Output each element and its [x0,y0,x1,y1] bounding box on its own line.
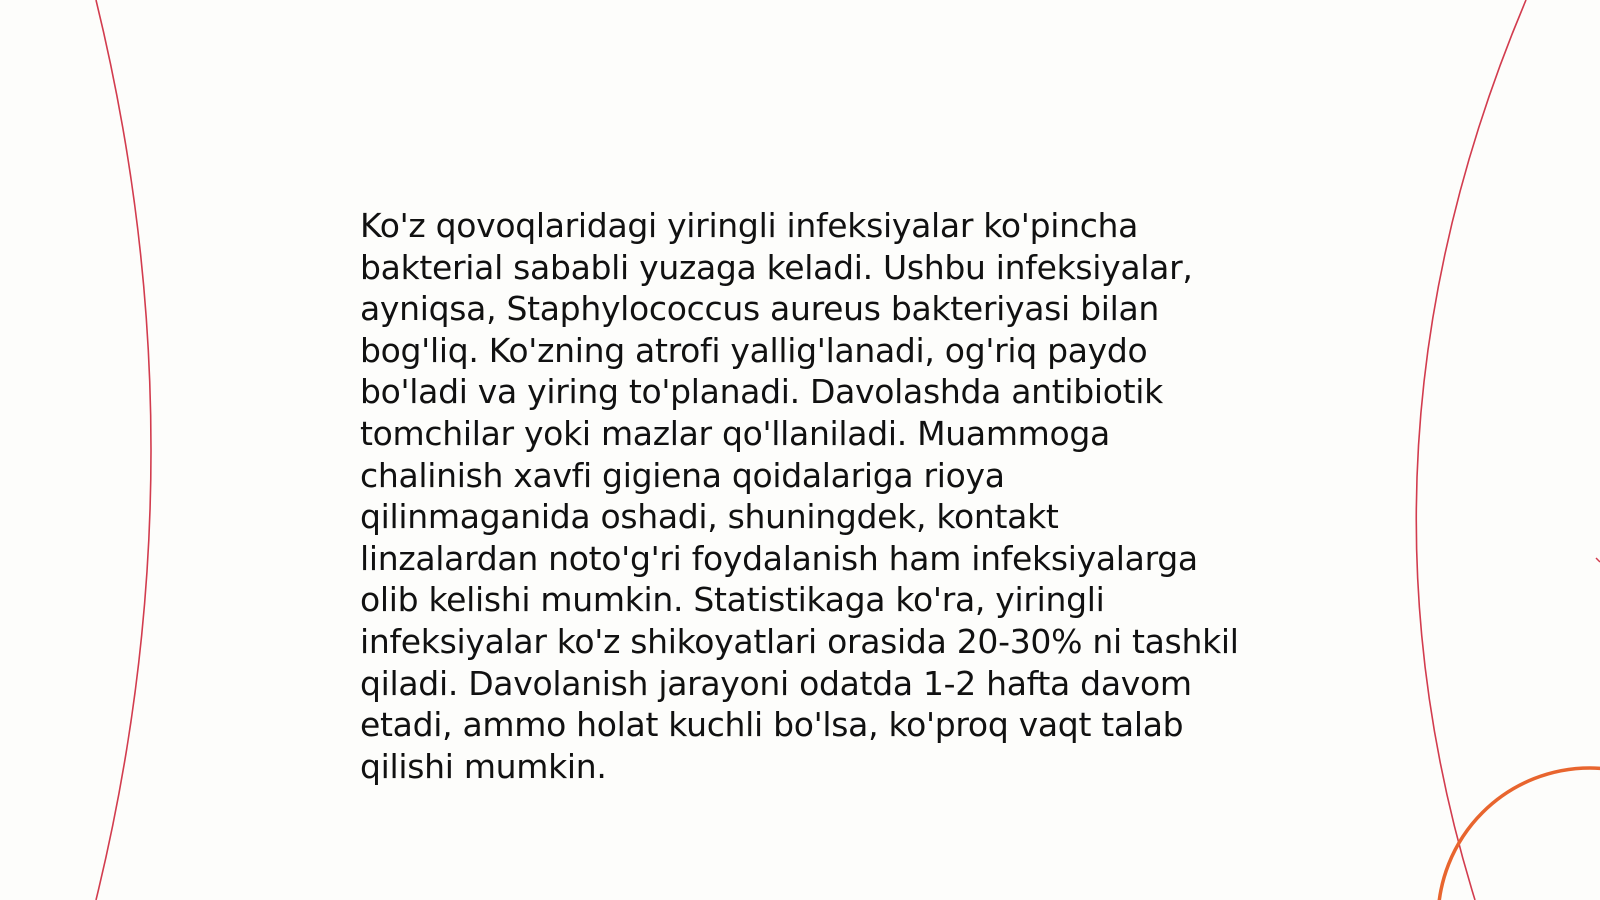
accent-circle-outline [1438,768,1600,900]
small-arrow-mark [1596,558,1600,562]
left-curve-line [96,0,151,900]
body-paragraph: Ko'z qovoqlaridagi yiringli infeksiyalar ko'pincha bakterial sababli yuzaga keladi. Ushbu infeksiyalar, ayniqsa, Staphylococcus aureus bakteriyasi bilan bog'liq. Ko'zning atrofi yallig'lanadi, og'riq paydo bo'ladi va yiring to'planadi. Davolashda antibiotik tomchilar yoki mazlar qo'llaniladi. Muammoga chalinish xavfi gigiena qoidalariga rioya qilinmaganida oshadi, shuningdek, kontakt linzalardan noto'g'ri foydalanish ham infeksiyalarga olib kelishi mumkin. Statistikaga ko'ra, yiringli infeksiyalar ko'z shikoyatlari orasida 20-30% ni tashkil qiladi. Davolanish jarayoni odatda 1-2 hafta davom etadi, ammo holat kuchli bo'lsa, ko'proq vaqt talab qilishi mumkin. [360,206,1239,786]
right-curve-line [1416,0,1526,900]
